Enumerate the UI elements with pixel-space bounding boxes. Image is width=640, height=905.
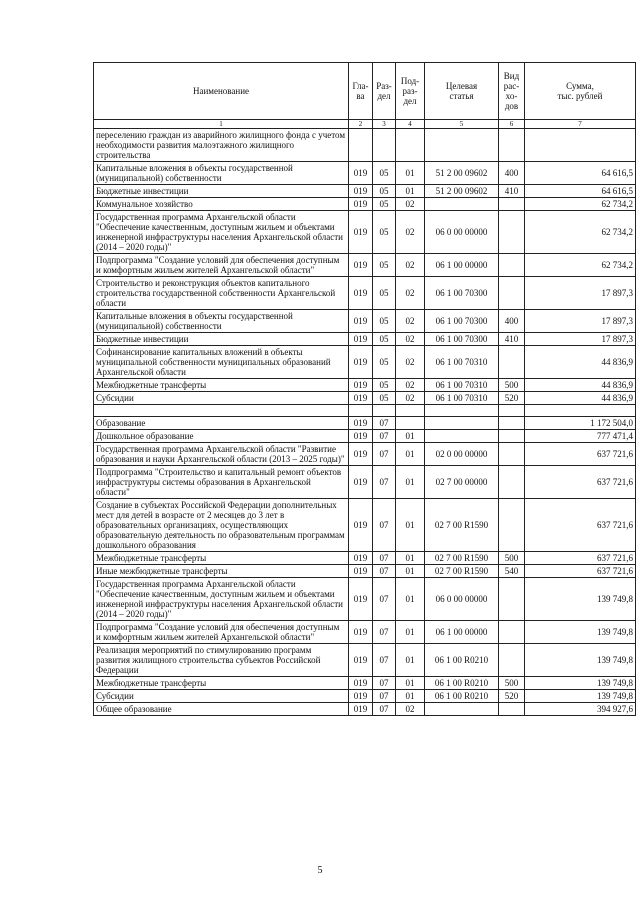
row-vid xyxy=(499,578,525,621)
row-razdel: 05 xyxy=(373,277,396,310)
table-row xyxy=(94,162,636,185)
row-razdel: 05 xyxy=(373,211,396,254)
row-target xyxy=(425,198,499,211)
row-name: Капитальные вложения в объекты государственной (муниципальной) собственности xyxy=(94,162,349,185)
row-razdel: 05 xyxy=(373,254,396,277)
row-sum: 62 734,2 xyxy=(525,254,636,277)
row-sum: 139 749,8 xyxy=(525,690,636,703)
row-name xyxy=(94,405,349,417)
table-row xyxy=(94,621,636,644)
row-vid xyxy=(499,466,525,499)
row-podrazdel: 02 xyxy=(396,277,425,310)
row-glava xyxy=(349,129,373,162)
row-podrazdel: 01 xyxy=(396,621,425,644)
row-podrazdel: 02 xyxy=(396,379,425,392)
row-target: 06 1 00 70300 xyxy=(425,277,499,310)
row-sum: 637 721,6 xyxy=(525,565,636,578)
row-name: Дошкольное образование xyxy=(94,430,349,443)
row-razdel xyxy=(373,405,396,417)
row-podrazdel: 01 xyxy=(396,690,425,703)
row-glava: 019 xyxy=(349,211,373,254)
column-number: 3 xyxy=(373,120,396,129)
row-sum: 62 734,2 xyxy=(525,198,636,211)
row-vid xyxy=(499,129,525,162)
row-target xyxy=(425,405,499,417)
row-target: 06 0 00 00000 xyxy=(425,211,499,254)
header-razdel: Раз- дел xyxy=(373,63,396,120)
row-vid xyxy=(499,443,525,466)
column-number: 2 xyxy=(349,120,373,129)
row-name: Межбюджетные трансферты xyxy=(94,677,349,690)
row-target xyxy=(425,703,499,716)
row-target: 06 1 00 00000 xyxy=(425,621,499,644)
row-glava: 019 xyxy=(349,499,373,552)
row-podrazdel: 01 xyxy=(396,466,425,499)
row-vid xyxy=(499,644,525,677)
row-podrazdel: 02 xyxy=(396,211,425,254)
row-target: 06 1 00 R0210 xyxy=(425,644,499,677)
row-vid xyxy=(499,703,525,716)
row-name: Государственная программа Архангельской области "Обеспечение качественным, доступным жильем и объектами инженерной инфраструктуры населения Архангельской области (2014 – 2020 годы)" xyxy=(94,578,349,621)
row-glava: 019 xyxy=(349,417,373,430)
row-sum: 777 471,4 xyxy=(525,430,636,443)
table-row xyxy=(94,466,636,499)
row-podrazdel: 02 xyxy=(396,392,425,405)
row-name: Межбюджетные трансферты xyxy=(94,379,349,392)
row-razdel: 05 xyxy=(373,198,396,211)
header-name: Наименование xyxy=(94,63,349,120)
row-glava: 019 xyxy=(349,185,373,198)
row-vid xyxy=(499,430,525,443)
row-target: 06 1 00 R0210 xyxy=(425,690,499,703)
header-podrazdel: Под- раз- дел xyxy=(396,63,425,120)
table-row xyxy=(94,129,636,162)
table-row xyxy=(94,499,636,552)
column-number: 4 xyxy=(396,120,425,129)
row-vid xyxy=(499,254,525,277)
row-vid: 500 xyxy=(499,552,525,565)
row-name: Общее образование xyxy=(94,703,349,716)
row-target: 51 2 00 09602 xyxy=(425,162,499,185)
row-target: 06 1 00 70310 xyxy=(425,379,499,392)
column-number: 6 xyxy=(499,120,525,129)
row-name: Подпрограмма "Создание условий для обеспечения доступным и комфортным жильем жителей Архангельской области" xyxy=(94,254,349,277)
row-razdel: 07 xyxy=(373,703,396,716)
row-name: Строительство и реконструкция объектов капитального строительства государственной собственности Архангельской области xyxy=(94,277,349,310)
row-sum: 17 897,3 xyxy=(525,333,636,346)
table-row xyxy=(94,185,636,198)
table-row xyxy=(94,690,636,703)
table-row xyxy=(94,310,636,333)
row-podrazdel: 02 xyxy=(396,346,425,379)
row-name: Подпрограмма "Создание условий для обеспечения доступным и комфортным жильем жителей Архангельской области" xyxy=(94,621,349,644)
table-row xyxy=(94,333,636,346)
row-razdel: 07 xyxy=(373,552,396,565)
row-vid: 400 xyxy=(499,310,525,333)
row-vid: 500 xyxy=(499,379,525,392)
row-glava: 019 xyxy=(349,310,373,333)
row-name: Бюджетные инвестиции xyxy=(94,185,349,198)
row-glava: 019 xyxy=(349,379,373,392)
row-name: Коммунальное хозяйство xyxy=(94,198,349,211)
row-glava: 019 xyxy=(349,677,373,690)
row-target: 02 7 00 R1590 xyxy=(425,499,499,552)
row-target: 02 7 00 R1590 xyxy=(425,552,499,565)
row-target: 06 1 00 70300 xyxy=(425,333,499,346)
row-sum: 637 721,6 xyxy=(525,466,636,499)
row-name: Создание в субъектах Российской Федерации дополнительных мест для детей в возрасте от 2 месяцев до 3 лет в образовательных организациях, осуществляющих образовательную деятельность по образовательным программам дошкольного образования xyxy=(94,499,349,552)
row-name: Капитальные вложения в объекты государственной (муниципальной) собственности xyxy=(94,310,349,333)
row-target: 51 2 00 09602 xyxy=(425,185,499,198)
row-razdel: 07 xyxy=(373,417,396,430)
row-sum: 139 749,8 xyxy=(525,677,636,690)
row-sum: 637 721,6 xyxy=(525,443,636,466)
row-name: Реализация мероприятий по стимулированию программ развития жилищного строительства субъектов Российской Федерации xyxy=(94,644,349,677)
row-vid: 410 xyxy=(499,185,525,198)
row-vid xyxy=(499,277,525,310)
row-podrazdel: 02 xyxy=(396,254,425,277)
row-name: Подпрограмма "Строительство и капитальный ремонт объектов инфраструктуры системы образования в Архангельской области" xyxy=(94,466,349,499)
row-target xyxy=(425,129,499,162)
row-sum: 62 734,2 xyxy=(525,211,636,254)
row-sum: 1 172 504,0 xyxy=(525,417,636,430)
row-sum: 44 836,9 xyxy=(525,392,636,405)
row-podrazdel: 01 xyxy=(396,552,425,565)
row-name: Субсидии xyxy=(94,392,349,405)
row-sum: 637 721,6 xyxy=(525,499,636,552)
row-sum xyxy=(525,405,636,417)
row-razdel xyxy=(373,129,396,162)
row-name: Государственная программа Архангельской области "Развитие образования и науки Архангельской области (2013 – 2025 годы)" xyxy=(94,443,349,466)
row-sum: 139 749,8 xyxy=(525,621,636,644)
row-target: 06 1 00 70300 xyxy=(425,310,499,333)
table-row xyxy=(94,443,636,466)
row-glava: 019 xyxy=(349,254,373,277)
row-sum: 44 836,9 xyxy=(525,379,636,392)
table-row xyxy=(94,379,636,392)
row-razdel: 07 xyxy=(373,644,396,677)
row-podrazdel xyxy=(396,129,425,162)
table-row xyxy=(94,552,636,565)
row-glava: 019 xyxy=(349,621,373,644)
row-razdel: 07 xyxy=(373,466,396,499)
row-vid xyxy=(499,405,525,417)
table-row xyxy=(94,565,636,578)
row-glava: 019 xyxy=(349,565,373,578)
row-vid: 410 xyxy=(499,333,525,346)
row-podrazdel xyxy=(396,417,425,430)
row-razdel: 05 xyxy=(373,346,396,379)
row-name: переселению граждан из аварийного жилищного фонда с учетом необходимости развития малоэтажного жилищного строительства xyxy=(94,129,349,162)
column-number: 1 xyxy=(94,120,349,129)
row-sum: 394 927,6 xyxy=(525,703,636,716)
row-sum: 44 836,9 xyxy=(525,346,636,379)
table-row xyxy=(94,211,636,254)
row-podrazdel: 01 xyxy=(396,443,425,466)
row-name: Бюджетные инвестиции xyxy=(94,333,349,346)
row-sum: 637 721,6 xyxy=(525,552,636,565)
row-target: 02 7 00 R1590 xyxy=(425,565,499,578)
row-razdel: 07 xyxy=(373,565,396,578)
row-target xyxy=(425,430,499,443)
row-name: Государственная программа Архангельской области "Обеспечение качественным, доступным жильем и объектами инженерной инфраструктуры населения Архангельской области (2014 – 2020 годы)" xyxy=(94,211,349,254)
header-vid: Вид рас- хо- дов xyxy=(499,63,525,120)
row-razdel: 07 xyxy=(373,443,396,466)
row-razdel: 07 xyxy=(373,578,396,621)
row-target: 06 1 00 R0210 xyxy=(425,677,499,690)
row-target: 02 0 00 00000 xyxy=(425,443,499,466)
table-row xyxy=(94,417,636,430)
row-glava: 019 xyxy=(349,443,373,466)
budget-table xyxy=(93,62,636,716)
row-vid xyxy=(499,211,525,254)
row-name: Софинансирование капитальных вложений в объекты муниципальной собственности муниципальных образований Архангельской области xyxy=(94,346,349,379)
row-vid xyxy=(499,417,525,430)
header-glava: Гла- ва xyxy=(349,63,373,120)
table-row xyxy=(94,703,636,716)
row-razdel: 05 xyxy=(373,379,396,392)
row-glava: 019 xyxy=(349,703,373,716)
table-row xyxy=(94,677,636,690)
row-podrazdel: 02 xyxy=(396,198,425,211)
row-target: 06 1 00 70310 xyxy=(425,392,499,405)
row-name: Иные межбюджетные трансферты xyxy=(94,565,349,578)
table-body xyxy=(94,129,636,716)
row-glava: 019 xyxy=(349,690,373,703)
row-razdel: 05 xyxy=(373,185,396,198)
row-glava xyxy=(349,405,373,417)
row-vid xyxy=(499,499,525,552)
row-razdel: 07 xyxy=(373,621,396,644)
row-razdel: 07 xyxy=(373,677,396,690)
row-target: 06 1 00 00000 xyxy=(425,254,499,277)
row-sum xyxy=(525,129,636,162)
row-glava: 019 xyxy=(349,552,373,565)
header-target: Целевая статья xyxy=(425,63,499,120)
table-row xyxy=(94,578,636,621)
row-vid xyxy=(499,621,525,644)
table-row xyxy=(94,392,636,405)
row-sum: 139 749,8 xyxy=(525,578,636,621)
row-podrazdel: 01 xyxy=(396,499,425,552)
row-razdel: 05 xyxy=(373,162,396,185)
row-glava: 019 xyxy=(349,644,373,677)
row-razdel: 05 xyxy=(373,310,396,333)
row-razdel: 05 xyxy=(373,333,396,346)
row-glava: 019 xyxy=(349,277,373,310)
row-target: 06 1 00 70310 xyxy=(425,346,499,379)
table-row xyxy=(94,277,636,310)
row-podrazdel: 01 xyxy=(396,565,425,578)
row-podrazdel xyxy=(396,405,425,417)
row-glava: 019 xyxy=(349,346,373,379)
row-sum: 17 897,3 xyxy=(525,277,636,310)
table-row xyxy=(94,644,636,677)
row-name: Субсидии xyxy=(94,690,349,703)
row-razdel: 07 xyxy=(373,690,396,703)
column-number-row xyxy=(94,120,636,129)
row-podrazdel: 01 xyxy=(396,185,425,198)
row-sum: 139 749,8 xyxy=(525,644,636,677)
row-vid: 540 xyxy=(499,565,525,578)
row-podrazdel: 02 xyxy=(396,333,425,346)
row-vid xyxy=(499,198,525,211)
row-vid xyxy=(499,346,525,379)
row-target: 02 7 00 00000 xyxy=(425,466,499,499)
row-razdel: 07 xyxy=(373,430,396,443)
row-vid: 520 xyxy=(499,392,525,405)
row-vid: 520 xyxy=(499,690,525,703)
table-row xyxy=(94,405,636,417)
row-glava: 019 xyxy=(349,578,373,621)
row-glava: 019 xyxy=(349,430,373,443)
row-target xyxy=(425,417,499,430)
row-podrazdel: 01 xyxy=(396,430,425,443)
column-number: 7 xyxy=(525,120,636,129)
header-row xyxy=(94,63,636,120)
row-glava: 019 xyxy=(349,198,373,211)
row-glava: 019 xyxy=(349,392,373,405)
header-sum: Сумма, тыс. рублей xyxy=(525,63,636,120)
row-podrazdel: 01 xyxy=(396,162,425,185)
row-glava: 019 xyxy=(349,333,373,346)
row-podrazdel: 01 xyxy=(396,578,425,621)
row-podrazdel: 02 xyxy=(396,310,425,333)
row-sum: 64 616,5 xyxy=(525,185,636,198)
row-podrazdel: 01 xyxy=(396,644,425,677)
row-razdel: 07 xyxy=(373,499,396,552)
row-target: 06 0 00 00000 xyxy=(425,578,499,621)
row-razdel: 05 xyxy=(373,392,396,405)
row-glava: 019 xyxy=(349,466,373,499)
row-sum: 64 616,5 xyxy=(525,162,636,185)
table-row xyxy=(94,254,636,277)
table-row xyxy=(94,346,636,379)
page-number: 5 xyxy=(317,865,323,876)
row-podrazdel: 01 xyxy=(396,677,425,690)
row-glava: 019 xyxy=(349,162,373,185)
row-vid: 500 xyxy=(499,677,525,690)
row-podrazdel: 02 xyxy=(396,703,425,716)
column-number: 5 xyxy=(425,120,499,129)
table-row xyxy=(94,198,636,211)
row-vid: 400 xyxy=(499,162,525,185)
table-row xyxy=(94,430,636,443)
row-name: Межбюджетные трансферты xyxy=(94,552,349,565)
row-name: Образование xyxy=(94,417,349,430)
row-sum: 17 897,3 xyxy=(525,310,636,333)
